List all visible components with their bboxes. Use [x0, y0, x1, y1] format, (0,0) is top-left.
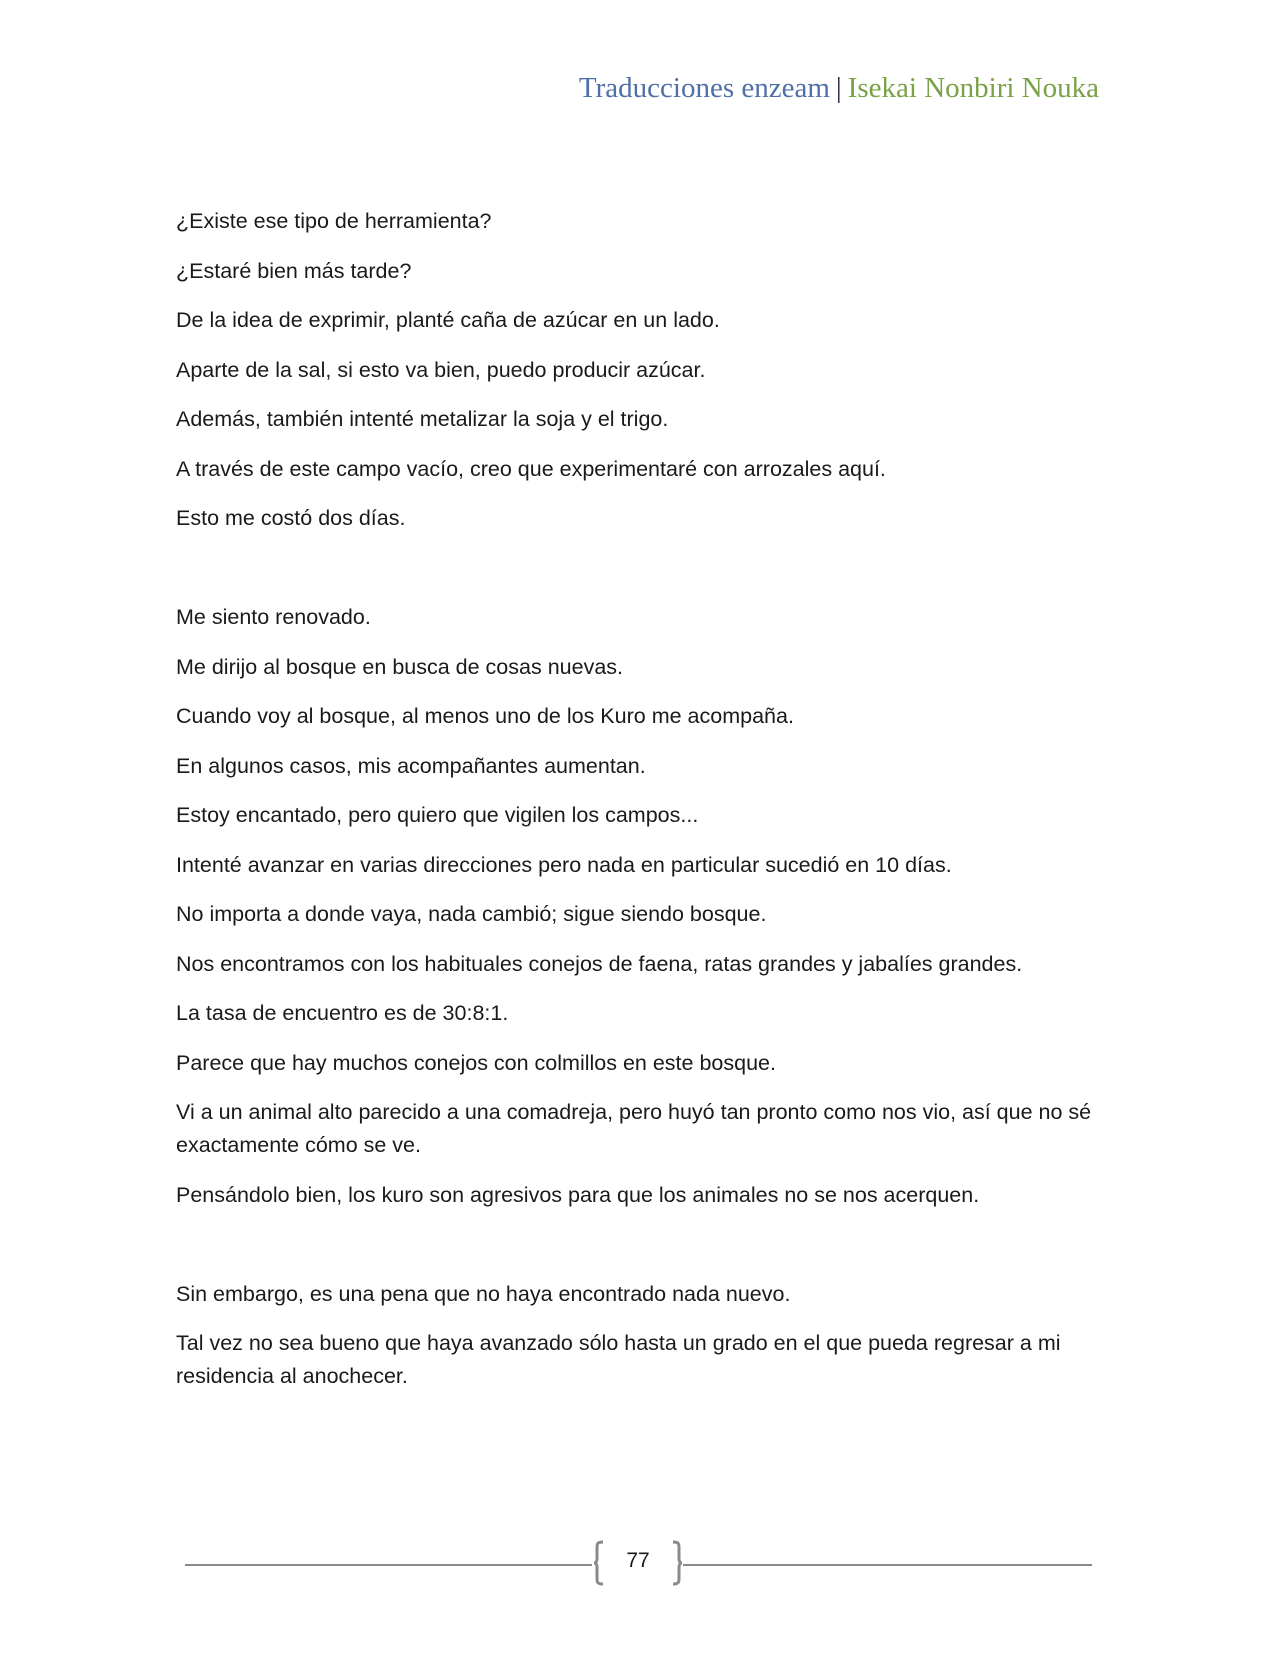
- page-number: 77: [626, 1549, 650, 1572]
- paragraph: Estoy encantado, pero quiero que vigilen los campos...: [176, 803, 699, 827]
- left-bracket-icon: [592, 1540, 606, 1586]
- paragraph: De la idea de exprimir, planté caña de azúcar en un lado.: [176, 308, 720, 332]
- header-separator: |: [835, 72, 842, 104]
- paragraph: Vi a un animal alto parecido a una comadreja, pero huyó tan pronto como nos vio, así que no sé exactamente cómo se ve.: [176, 1100, 1092, 1157]
- paragraph: A través de este campo vacío, creo que experimentaré con arrozales aquí.: [176, 456, 886, 481]
- paragraph-spacer: [176, 1228, 1096, 1261]
- footer-rule-right: [683, 1564, 1092, 1566]
- paragraph: Me siento renovado.: [176, 605, 371, 629]
- body-text: [176, 205, 1096, 1410]
- running-header: [579, 72, 1099, 105]
- paragraph: ¿Estaré bien más tarde?: [176, 258, 412, 283]
- page-footer: [0, 1540, 1280, 1590]
- footer-rule-left: [185, 1564, 592, 1566]
- paragraph: Aparte de la sal, si esto va bien, puedo producir azúcar.: [176, 357, 706, 382]
- paragraph: Intenté avanzar en varias direcciones pero nada en particular sucedió en 10 días.: [176, 852, 952, 877]
- paragraph: Cuando voy al bosque, al menos uno de los Kuro me acompaña.: [176, 704, 794, 728]
- paragraph: En algunos casos, mis acompañantes aumentan.: [176, 753, 646, 778]
- paragraph: Nos encontramos con los habituales conejos de faena, ratas grandes y jabalíes grandes.: [176, 951, 1023, 976]
- paragraph: Pensándolo bien, los kuro son agresivos para que los animales no se nos acerquen.: [176, 1182, 980, 1207]
- paragraph: Esto me costó dos días.: [176, 506, 406, 530]
- header-translator: Traducciones enzeam: [578, 72, 830, 104]
- paragraph: Parece que hay muchos conejos con colmillos en este bosque.: [176, 1050, 776, 1075]
- right-bracket-icon: [670, 1540, 684, 1586]
- paragraph: La tasa de encuentro es de 30:8:1.: [176, 1001, 509, 1025]
- paragraph: Me dirijo al bosque en busca de cosas nuevas.: [176, 654, 623, 679]
- header-series-title: Isekai Nonbiri Nouka: [847, 72, 1099, 104]
- paragraph: ¿Existe ese tipo de herramienta?: [176, 209, 492, 233]
- paragraph: Tal vez no sea bueno que haya avanzado sólo hasta un grado en el que pueda regresar a mi residencia al anochecer.: [176, 1331, 1061, 1388]
- paragraph: Sin embargo, es una pena que no haya encontrado nada nuevo.: [176, 1281, 791, 1306]
- paragraph: Además, también intenté metalizar la soja y el trigo.: [176, 407, 669, 431]
- paragraph: No importa a donde vaya, nada cambió; sigue siendo bosque.: [176, 902, 767, 926]
- paragraph-spacer: [176, 552, 1096, 585]
